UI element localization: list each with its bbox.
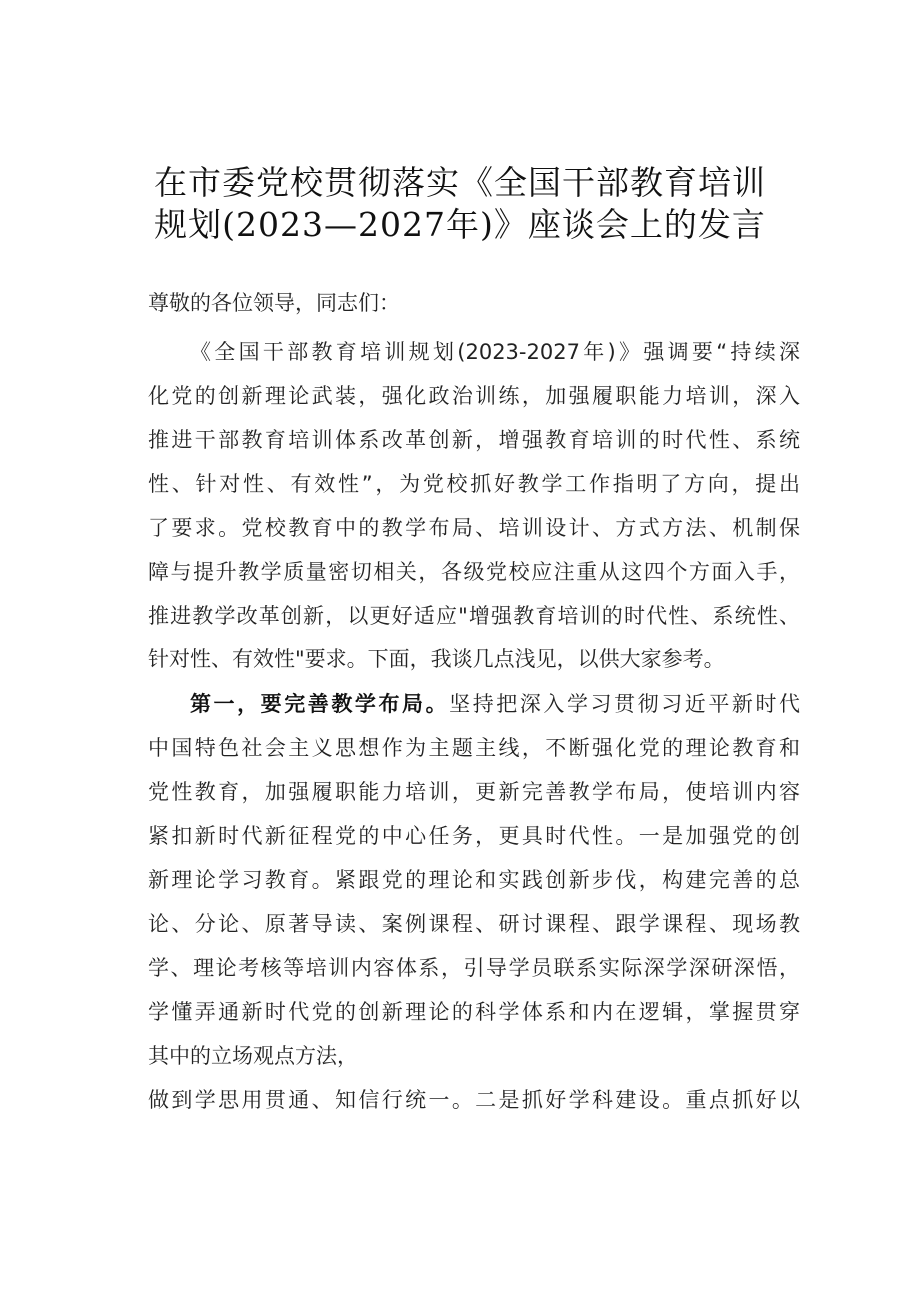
paragraph-line: 紧扣新时代新征程党的中心任务，更具时代性。一是加强党的创 — [148, 824, 800, 848]
paragraph-line: 做到学思用贯通、知信行统一。二是抓好学科建设。重点抓好以 — [148, 1088, 800, 1112]
paragraph-line: 新理论学习教育。紧跟党的理论和实践创新步伐，构建完善的总 — [148, 868, 800, 892]
paragraph-line: 《全国干部教育培训规划(2023-2027年)》强调要“持续深 — [190, 340, 800, 364]
paragraph-line: 障与提升教学质量密切相关，各级党校应注重从这四个方面入手， — [148, 560, 800, 584]
section-one-heading: 第一，要完善教学布局。 — [190, 692, 450, 716]
paragraph-line: 化党的创新理论武装，强化政治训练，加强履职能力培训，深入 — [148, 384, 800, 408]
section-one-first-line — [190, 691, 800, 717]
paragraph-line: 学、理论考核等培训内容体系，引导学员联系实际深学深研深悟， — [148, 956, 800, 980]
salutation: 尊敬的各位领导，同志们： — [148, 291, 400, 315]
paragraph-line: 论、分论、原著导读、案例课程、研讨课程、跟学课程、现场教 — [148, 912, 800, 936]
document-title-line-2: 规划(2023—2027年)》座谈会上的发言 — [154, 205, 766, 244]
paragraph-line: 推进教学改革创新，以更好适应"增强教育培训的时代性、系统性、 — [148, 604, 800, 628]
paragraph-line: 性、针对性、有效性”，为党校抓好教学工作指明了方向，提出 — [148, 472, 800, 496]
paragraph-line: 中国特色社会主义思想作为主题主线，不断强化党的理论教育和 — [148, 736, 800, 760]
paragraph-line: 了要求。党校教育中的教学布局、培训设计、方式方法、机制保 — [148, 516, 800, 540]
document-title-line-1: 在市委党校贯彻落实《全国干部教育培训 — [154, 163, 766, 202]
paragraph-line: 其中的立场观点方法， — [148, 1044, 358, 1068]
section-one-lead-text: 坚持把深入学习贯彻习近平新时代 — [449, 692, 801, 716]
paragraph-line: 学懂弄通新时代党的创新理论的科学体系和内在逻辑，掌握贯穿 — [148, 1000, 800, 1024]
paragraph-line: 党性教育，加强履职能力培训，更新完善教学布局，使培训内容 — [148, 780, 800, 804]
paragraph-line: 推进干部教育培训体系改革创新，增强教育培训的时代性、系统 — [148, 428, 800, 452]
paragraph-line: 针对性、有效性"要求。下面，我谈几点浅见，以供大家参考。 — [148, 647, 725, 671]
